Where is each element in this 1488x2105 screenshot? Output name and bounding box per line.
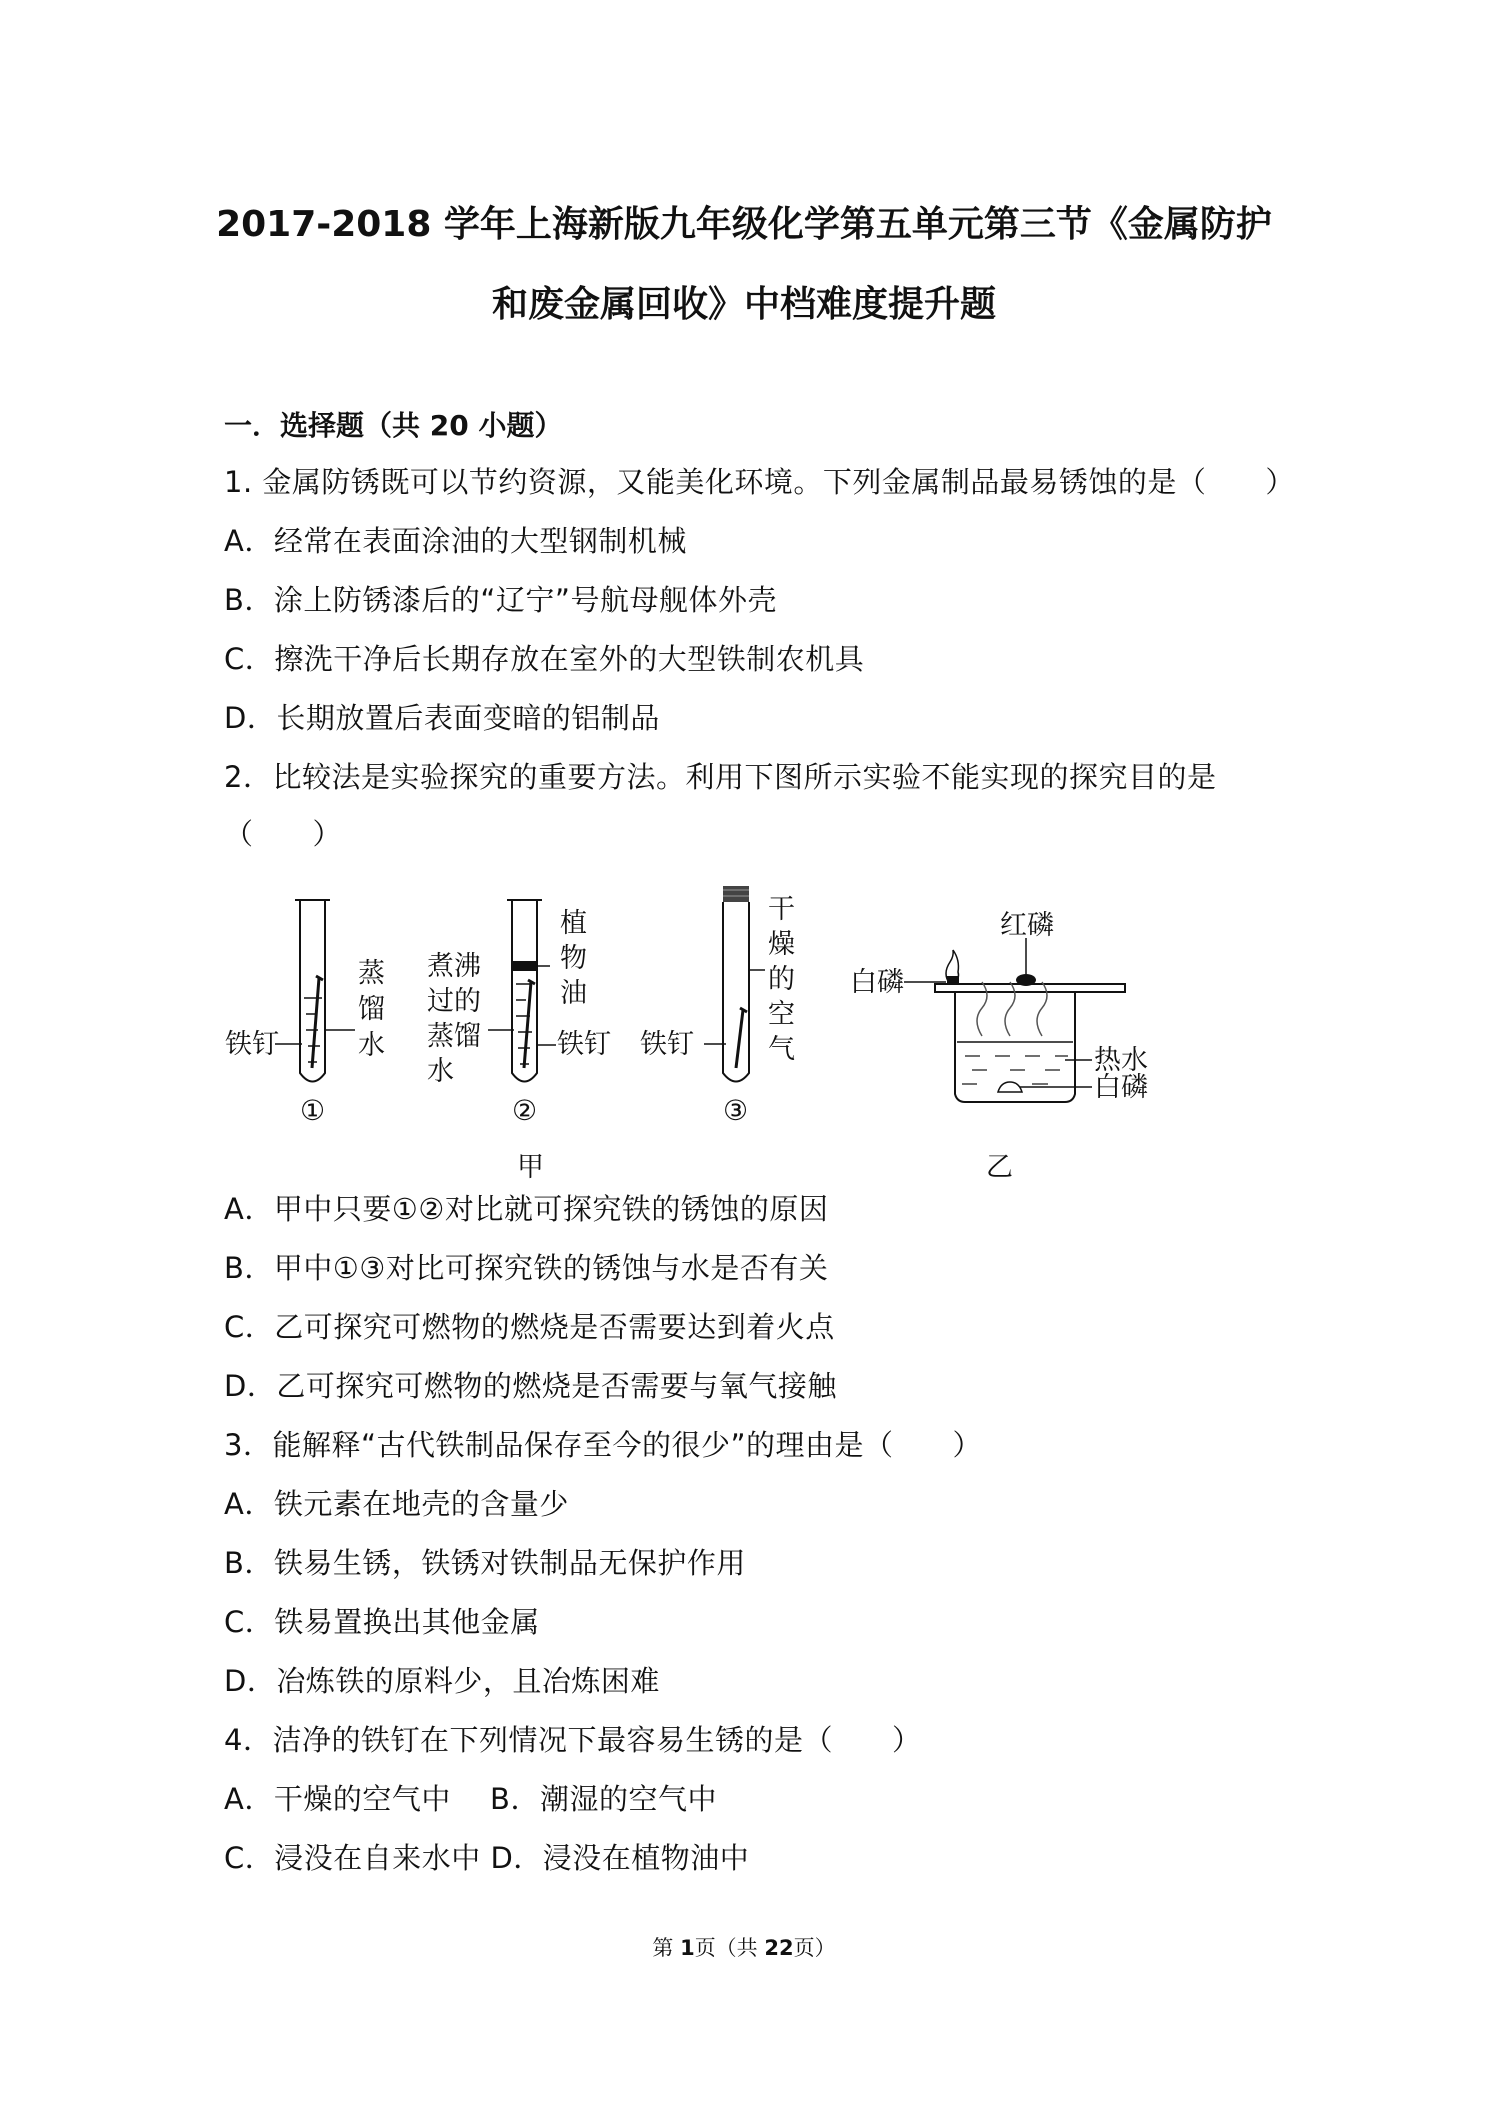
tube-2-water-label-3: 蒸馏 [427,1021,481,1052]
document-title-line-2: 和废金属回收》中档难度提升题 [491,284,996,325]
footer-suffix: 页） [793,1936,836,1960]
figure-caption-jia: 甲 [517,1152,544,1183]
question-3-option-c: C．铁易置换出其他金属 [224,1605,540,1639]
question-3-stem: 3．能解释“古代铁制品保存至今的很少”的理由是（ ） [224,1428,982,1462]
red-phosphorus-label: 红磷 [1000,910,1054,941]
question-2-option-d: D．乙可探究可燃物的燃烧是否需要与氧气接触 [224,1369,837,1403]
question-3-option-b: B．铁易生锈，铁锈对铁制品无保护作用 [224,1546,746,1580]
question-1-option-c: C．擦洗干净后长期存放在室外的大型铁制农机具 [224,642,865,676]
tube-3-label-char-5: 气 [768,1034,795,1065]
hot-water-label: 热水 [1094,1045,1148,1076]
question-1-stem: 1. 金属防锈既可以节约资源，又能美化环境。下列金属制品最易锈蚀的是（ ） [224,465,1295,499]
tube-2-number: ② [512,1094,538,1127]
question-2-stem: 2．比较法是实验探究的重要方法。利用下图所示实验不能实现的探究目的是 [224,760,1217,794]
footer-page-number: 1 [680,1936,695,1960]
tube-1-label-char-1: 蒸 [358,958,385,989]
tube-1-number: ① [300,1094,326,1127]
beaker-experiment [850,910,1148,1183]
tube-2-oil-label-char-1: 植 [560,908,587,939]
question-4-options-row-1: A．干燥的空气中 B．潮湿的空气中 [224,1782,717,1816]
question-4-stem: 4．洁净的铁钉在下列情况下最容易生锈的是（ ） [224,1723,922,1757]
tube-2-nail-label: 铁钉 [557,1029,611,1060]
test-tube-1 [225,900,385,1127]
tube-2-oil-label-char-3: 油 [560,978,587,1009]
tube-3-label-char-1: 干 [768,894,795,925]
footer-middle: 页（共 [694,1936,765,1960]
question-3-option-d: D．冶炼铁的原料少，且冶炼困难 [224,1664,660,1698]
tube-3-number: ③ [723,1094,749,1127]
question-1-option-b: B．涂上防锈漆后的“辽宁”号航母舰体外壳 [224,583,777,617]
figure-caption-yi: 乙 [986,1152,1013,1183]
question-3-option-a: A．铁元素在地壳的含量少 [224,1487,569,1521]
white-phosphorus-bottom-label: 白磷 [1094,1072,1148,1103]
tube-3-nail-label: 铁钉 [640,1029,694,1060]
question-1-option-a: A．经常在表面涂油的大型钢制机械 [224,524,687,558]
experiment-figure [220,870,1180,1190]
footer-prefix: 第 [652,1936,681,1960]
document-title-line-1: 2017-2018 学年上海新版九年级化学第五单元第三节《金属防护 [216,204,1272,245]
tube-2-water-label-1: 煮沸 [427,951,481,982]
tube-3-label-char-2: 燥 [768,929,795,960]
white-phosphorus-top-label: 白磷 [850,967,904,998]
section-heading: 一．选择题（共 20 小题） [224,409,563,442]
question-2-option-c: C．乙可探究可燃物的燃烧是否需要达到着火点 [224,1310,835,1344]
tube-1-nail-label: 铁钉 [225,1029,279,1060]
question-4-options-row-2: C．浸没在自来水中 D．浸没在植物油中 [224,1841,750,1875]
tube-2-water-label-2: 过的 [427,986,481,1017]
tube-3-label-char-3: 的 [768,964,795,995]
tube-2-water-label-4: 水 [427,1056,454,1087]
question-2-option-b: B．甲中①③对比可探究铁的锈蚀与水是否有关 [224,1251,829,1285]
tube-1-label-char-2: 馏 [358,994,385,1025]
tube-2-oil-label-char-2: 物 [560,943,587,974]
test-tube-2 [427,900,611,1127]
tube-1-label-char-3: 水 [358,1030,385,1061]
question-2-option-a: A．甲中只要①②对比就可探究铁的锈蚀的原因 [224,1192,829,1226]
page-footer [0,1932,1488,1962]
test-tube-3 [640,886,795,1127]
footer-total-pages: 22 [764,1936,794,1960]
question-2-stem-continued: （ ） [224,817,343,851]
question-1-option-d: D．长期放置后表面变暗的铝制品 [224,701,660,735]
tube-3-label-char-4: 空 [768,999,795,1030]
